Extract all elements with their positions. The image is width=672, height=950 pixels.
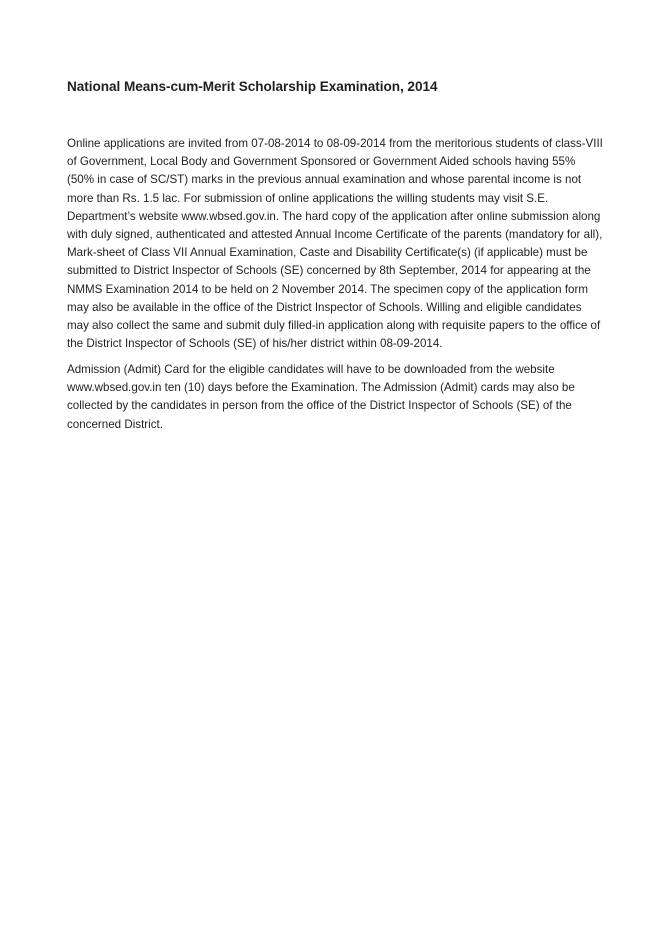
document-body — [67, 135, 605, 434]
document-content — [67, 78, 605, 434]
page-title: National Means-cum-Merit Scholarship Examination, 2014 — [67, 79, 438, 94]
paragraph-admit-card-details: Admission (Admit) Card for the eligible candidates will have to be downloaded from the website www.wbsed.gov.in ten (10) days before the Examination. The Admission (Admit) cards may also be collected by the candidates in person from the office of the District Inspector of Schools (SE) of the concerned District. — [67, 362, 575, 431]
paragraph-application-details: Online applications are invited from 07-08-2014 to 08-09-2014 from the meritorious students of class-VIII of Government, Local Body and Government Sponsored or Government Aided schools having 55% (50% in case of SC/ST) marks in the previous annual examination and whose parental income is not more than Rs. 1.5 lac. For submission of online applications the willing students may visit S.E. Department’s website www.wbsed.gov.in. The hard copy of the application after online submission along with duly signed, authenticated and attested Annual Income Certificate of the parents (mandatory for all), Mark-sheet of Class VII Annual Examination, Caste and Disability Certificate(s) (if applicable) must be submitted to District Inspector of Schools (SE) concerned by 8th September, 2014 for appearing at the NMMS Examination 2014 to be held on 2 November 2014. The specimen copy of the application form may also be available in the office of the District Inspector of Schools. Willing and eligible candidates may also collect the same and submit duly filled-in application along with requisite papers to the office of the District Inspector of Schools (SE) of his/her district within 08-09-2014. — [67, 137, 603, 351]
